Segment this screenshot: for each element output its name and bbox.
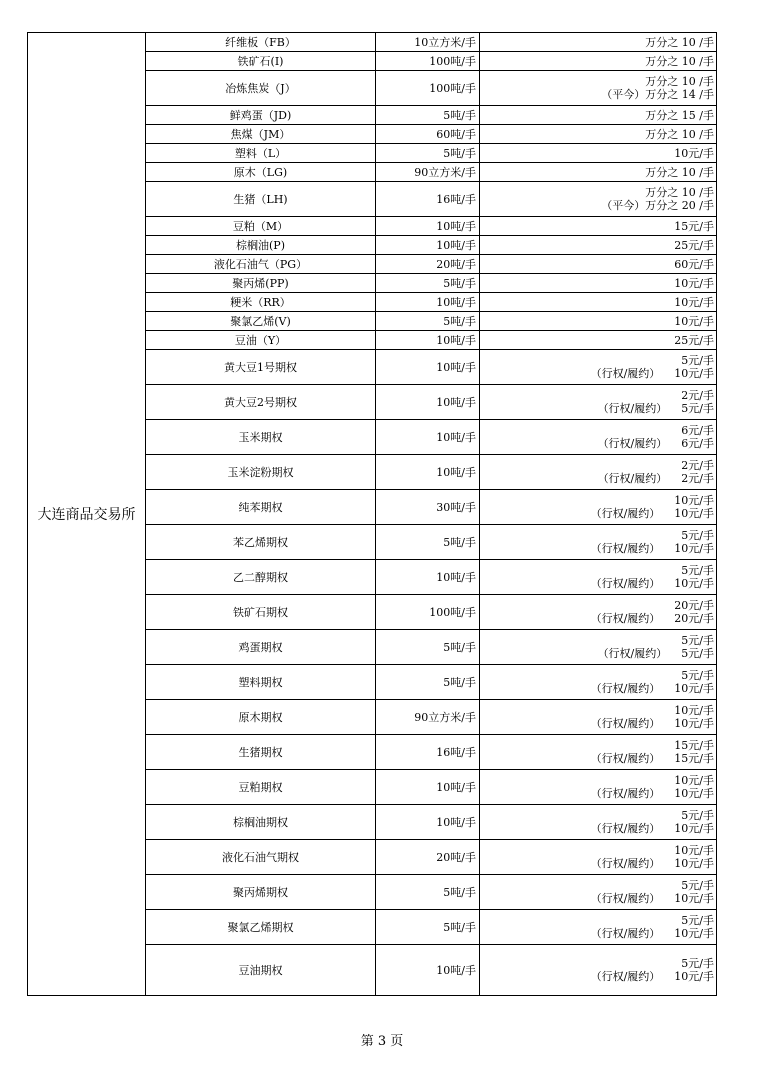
trading-unit-cell: 10吨/手 <box>376 770 480 804</box>
trading-unit-cell: 10立方米/手 <box>376 33 480 51</box>
table-row <box>146 255 716 274</box>
fee-exercise-label: （行权/履约） <box>590 752 661 765</box>
fee-line <box>645 186 714 199</box>
fee-value: 60元/手 <box>674 257 714 271</box>
fee-exercise-label: （行权/履约） <box>590 717 661 730</box>
fee-value: 10元/手 <box>674 314 714 328</box>
trading-unit-cell: 5吨/手 <box>376 274 480 292</box>
trading-unit-cell: 20吨/手 <box>376 840 480 874</box>
fee-value: 10元/手 <box>674 542 714 555</box>
product-name-cell: 豆粕期权 <box>146 770 376 804</box>
fee-line <box>645 75 714 88</box>
table-row <box>146 770 716 805</box>
fee-cell <box>480 455 716 489</box>
product-name-cell: 液化石油气期权 <box>146 840 376 874</box>
fee-cell <box>480 236 716 254</box>
fee-value: 万分之 10 /手 <box>645 54 714 68</box>
exchange-name-cell: 大连商品交易所 <box>28 33 146 995</box>
fee-value: 万分之 10 /手 <box>645 186 714 199</box>
product-name-cell: 豆粕（M） <box>146 217 376 235</box>
table-row <box>146 163 716 182</box>
fee-line <box>598 472 714 485</box>
table-row <box>146 595 716 630</box>
fee-line <box>591 892 714 905</box>
fee-line <box>591 682 714 695</box>
fee-line <box>674 334 714 347</box>
fee-value: 5元/手 <box>681 354 714 367</box>
fee-line <box>591 717 714 730</box>
fee-value: 2元/手 <box>681 459 714 472</box>
fee-value: 10元/手 <box>674 844 714 857</box>
fee-line <box>681 529 714 542</box>
fee-value: 10元/手 <box>674 857 714 870</box>
trading-unit-cell: 10吨/手 <box>376 455 480 489</box>
fee-line <box>681 424 714 437</box>
fee-cell <box>480 163 716 181</box>
trading-unit-cell: 5吨/手 <box>376 910 480 944</box>
fee-line <box>674 739 714 752</box>
product-name-cell: 棕榈油(P) <box>146 236 376 254</box>
fee-value: 10元/手 <box>674 717 714 730</box>
fee-line <box>674 277 714 290</box>
fee-cell <box>480 420 716 454</box>
fee-cell <box>480 71 716 105</box>
product-name-cell: 豆油期权 <box>146 945 376 995</box>
product-name-cell: 棕榈油期权 <box>146 805 376 839</box>
table-row <box>146 840 716 875</box>
product-name-cell: 聚氯乙烯期权 <box>146 910 376 944</box>
fee-line <box>681 809 714 822</box>
product-name-cell: 原木（LG) <box>146 163 376 181</box>
fee-line <box>681 879 714 892</box>
fee-exercise-label: （行权/履约） <box>590 612 661 625</box>
fee-value: 20元/手 <box>674 612 714 625</box>
fee-line <box>591 577 714 590</box>
table-row <box>146 52 716 71</box>
fee-line <box>591 752 714 765</box>
fee-value: 2元/手 <box>681 472 714 485</box>
trading-unit-cell: 10吨/手 <box>376 236 480 254</box>
product-name-cell: 玉米淀粉期权 <box>146 455 376 489</box>
fee-exercise-label: （行权/履约） <box>590 507 661 520</box>
fee-cell <box>480 735 716 769</box>
table-row <box>146 331 716 350</box>
trading-unit-cell: 5吨/手 <box>376 144 480 162</box>
page-number: 第 3 页 <box>360 1034 404 1049</box>
fee-value: 万分之 10 /手 <box>645 127 714 141</box>
fee-value: 万分之 10 /手 <box>645 165 714 179</box>
fee-cell <box>480 255 716 273</box>
fee-line <box>681 459 714 472</box>
fee-exercise-label: （行权/履约） <box>590 927 661 940</box>
trading-unit-cell: 90立方米/手 <box>376 163 480 181</box>
fee-value: 10元/手 <box>674 970 714 983</box>
fee-line <box>591 822 714 835</box>
fee-line <box>645 166 714 179</box>
fee-cell <box>480 385 716 419</box>
fee-line <box>645 109 714 122</box>
trading-unit-cell: 30吨/手 <box>376 490 480 524</box>
fee-cell <box>480 274 716 292</box>
fee-value: 5元/手 <box>681 809 714 822</box>
fee-cell <box>480 665 716 699</box>
trading-unit-cell: 10吨/手 <box>376 420 480 454</box>
table-row <box>146 144 716 163</box>
fee-cell <box>480 805 716 839</box>
fee-cell <box>480 875 716 909</box>
fee-value: 10元/手 <box>674 682 714 695</box>
product-name-cell: 玉米期权 <box>146 420 376 454</box>
fee-exercise-label: （行权/履约） <box>590 857 661 870</box>
table-row <box>146 182 716 217</box>
product-name-cell: 聚丙烯期权 <box>146 875 376 909</box>
fee-cell <box>480 182 716 216</box>
fee-cell <box>480 144 716 162</box>
fee-cell <box>480 331 716 349</box>
table-row <box>146 945 716 995</box>
fee-cell <box>480 525 716 559</box>
fee-line <box>674 704 714 717</box>
trading-unit-cell: 5吨/手 <box>376 312 480 330</box>
fee-line <box>674 315 714 328</box>
trading-unit-cell: 10吨/手 <box>376 350 480 384</box>
product-name-cell: 鲜鸡蛋（JD) <box>146 106 376 124</box>
fee-value: 10元/手 <box>674 704 714 717</box>
fee-exercise-label: （行权/履约） <box>590 542 661 555</box>
trading-unit-cell: 10吨/手 <box>376 945 480 995</box>
trading-unit-cell: 5吨/手 <box>376 525 480 559</box>
fee-line <box>674 258 714 271</box>
fee-line <box>681 564 714 577</box>
fee-line <box>674 494 714 507</box>
fee-cell <box>480 770 716 804</box>
fee-line <box>681 914 714 927</box>
table-row <box>146 525 716 560</box>
fee-cell <box>480 293 716 311</box>
fee-cell <box>480 560 716 594</box>
fee-line <box>674 844 714 857</box>
trading-unit-cell: 100吨/手 <box>376 71 480 105</box>
trading-unit-cell: 5吨/手 <box>376 875 480 909</box>
fee-value: 6元/手 <box>681 437 714 450</box>
product-name-cell: 黄大豆2号期权 <box>146 385 376 419</box>
product-name-cell: 焦煤（JM） <box>146 125 376 143</box>
table-row <box>146 560 716 595</box>
fee-value: 5元/手 <box>681 564 714 577</box>
fee-value: 5元/手 <box>681 879 714 892</box>
fee-value: 15元/手 <box>674 739 714 752</box>
fee-cell <box>480 350 716 384</box>
fee-line <box>681 354 714 367</box>
table-row <box>146 700 716 735</box>
trading-unit-cell: 5吨/手 <box>376 630 480 664</box>
table-row <box>146 665 716 700</box>
fee-line <box>681 957 714 970</box>
fee-value: 2元/手 <box>681 389 714 402</box>
fee-line <box>645 36 714 49</box>
table-row <box>146 385 716 420</box>
table-row <box>146 293 716 312</box>
fee-value: 10元/手 <box>674 927 714 940</box>
fee-value: 10元/手 <box>674 276 714 290</box>
trading-unit-cell: 10吨/手 <box>376 560 480 594</box>
table-row <box>146 350 716 385</box>
fee-cell <box>480 700 716 734</box>
trading-unit-cell: 10吨/手 <box>376 805 480 839</box>
table-row <box>146 735 716 770</box>
product-name-cell: 粳米（RR） <box>146 293 376 311</box>
fee-line <box>681 669 714 682</box>
fee-line <box>681 389 714 402</box>
fee-line <box>591 970 714 983</box>
fee-exercise-label: （行权/履约） <box>590 682 661 695</box>
fee-value: 20元/手 <box>674 599 714 612</box>
fee-value: （平今）万分之 14 /手 <box>601 88 714 101</box>
table-row <box>146 490 716 525</box>
fee-cell <box>480 125 716 143</box>
table-row <box>146 805 716 840</box>
fee-value: 5元/手 <box>681 402 714 415</box>
product-name-cell: 豆油（Y） <box>146 331 376 349</box>
fee-line <box>591 787 714 800</box>
fee-exercise-label: （行权/履约） <box>590 822 661 835</box>
table-row <box>146 33 716 52</box>
table-row <box>146 236 716 255</box>
fee-line <box>674 147 714 160</box>
table-row <box>146 312 716 331</box>
fee-cell <box>480 52 716 70</box>
fee-cell <box>480 217 716 235</box>
table-row <box>146 106 716 125</box>
fee-value: 10元/手 <box>674 774 714 787</box>
trading-unit-cell: 5吨/手 <box>376 106 480 124</box>
trading-unit-cell: 10吨/手 <box>376 293 480 311</box>
fee-value: 万分之 10 /手 <box>645 35 714 49</box>
fee-line <box>674 239 714 252</box>
fee-value: 万分之 10 /手 <box>645 75 714 88</box>
trading-unit-cell: 10吨/手 <box>376 217 480 235</box>
fee-cell <box>480 945 716 995</box>
fee-line <box>591 542 714 555</box>
product-name-cell: 生猪期权 <box>146 735 376 769</box>
fee-line <box>591 367 714 380</box>
fee-line <box>591 927 714 940</box>
fee-exercise-label: （行权/履约） <box>590 787 661 800</box>
product-name-cell: 冶炼焦炭（J） <box>146 71 376 105</box>
fee-cell <box>480 106 716 124</box>
table-row <box>146 420 716 455</box>
fee-value: 10元/手 <box>674 146 714 160</box>
table-row <box>146 630 716 665</box>
fee-value: 5元/手 <box>681 634 714 647</box>
product-name-cell: 黄大豆1号期权 <box>146 350 376 384</box>
product-name-cell: 鸡蛋期权 <box>146 630 376 664</box>
fee-value: 25元/手 <box>674 238 714 252</box>
fee-value: 5元/手 <box>681 914 714 927</box>
product-name-cell: 聚丙烯(PP) <box>146 274 376 292</box>
fee-cell <box>480 910 716 944</box>
fee-value: 10元/手 <box>674 367 714 380</box>
fee-line <box>674 220 714 233</box>
fee-value: （平今）万分之 20 /手 <box>601 199 714 212</box>
trading-unit-cell: 10吨/手 <box>376 331 480 349</box>
fee-exercise-label: （行权/履约） <box>597 647 668 660</box>
fee-line <box>598 647 714 660</box>
fee-value: 5元/手 <box>681 529 714 542</box>
fee-line <box>645 55 714 68</box>
fee-line <box>674 599 714 612</box>
trading-unit-cell: 60吨/手 <box>376 125 480 143</box>
fee-line <box>601 88 714 101</box>
table-row <box>146 274 716 293</box>
fee-exercise-label: （行权/履约） <box>590 577 661 590</box>
fee-value: 10元/手 <box>674 822 714 835</box>
fee-exercise-label: （行权/履约） <box>590 892 661 905</box>
fee-cell <box>480 840 716 874</box>
fee-exercise-label: （行权/履约） <box>590 367 661 380</box>
fee-value: 万分之 15 /手 <box>645 108 714 122</box>
fee-exercise-label: （行权/履约） <box>597 402 668 415</box>
table-row <box>146 910 716 945</box>
fee-line <box>598 437 714 450</box>
fee-value: 10元/手 <box>674 577 714 590</box>
trading-unit-cell: 16吨/手 <box>376 735 480 769</box>
product-name-cell: 液化石油气（PG） <box>146 255 376 273</box>
fee-table <box>27 32 717 996</box>
fee-value: 5元/手 <box>681 957 714 970</box>
fee-value: 15元/手 <box>674 219 714 233</box>
product-name-cell: 铁矿石期权 <box>146 595 376 629</box>
fee-cell <box>480 630 716 664</box>
fee-line <box>681 634 714 647</box>
fee-line <box>591 507 714 520</box>
fee-value: 10元/手 <box>674 892 714 905</box>
product-name-cell: 纤维板（FB） <box>146 33 376 51</box>
fee-value: 6元/手 <box>681 424 714 437</box>
product-name-cell: 苯乙烯期权 <box>146 525 376 559</box>
product-name-cell: 塑料期权 <box>146 665 376 699</box>
fee-line <box>598 402 714 415</box>
table-row <box>146 455 716 490</box>
fee-cell <box>480 490 716 524</box>
fee-value: 5元/手 <box>681 669 714 682</box>
trading-unit-cell: 20吨/手 <box>376 255 480 273</box>
trading-unit-cell: 90立方米/手 <box>376 700 480 734</box>
table-row <box>146 875 716 910</box>
fee-cell <box>480 312 716 330</box>
fee-value: 10元/手 <box>674 295 714 309</box>
product-name-cell: 聚氯乙烯(V) <box>146 312 376 330</box>
trading-unit-cell: 5吨/手 <box>376 665 480 699</box>
fee-line <box>645 128 714 141</box>
product-name-cell: 纯苯期权 <box>146 490 376 524</box>
fee-cell <box>480 595 716 629</box>
fee-line <box>591 857 714 870</box>
fee-exercise-label: （行权/履约） <box>590 970 661 983</box>
product-name-cell: 生猪（LH) <box>146 182 376 216</box>
product-name-cell: 铁矿石(I) <box>146 52 376 70</box>
fee-exercise-label: （行权/履约） <box>597 437 668 450</box>
table-row <box>146 71 716 106</box>
trading-unit-cell: 100吨/手 <box>376 52 480 70</box>
fee-value: 15元/手 <box>674 752 714 765</box>
fee-value: 10元/手 <box>674 507 714 520</box>
table-row <box>146 125 716 144</box>
table-row <box>146 217 716 236</box>
fee-value: 10元/手 <box>674 494 714 507</box>
fee-cell <box>480 33 716 51</box>
fee-line <box>674 296 714 309</box>
product-name-cell: 原木期权 <box>146 700 376 734</box>
fee-line <box>591 612 714 625</box>
trading-unit-cell: 16吨/手 <box>376 182 480 216</box>
trading-unit-cell: 100吨/手 <box>376 595 480 629</box>
fee-line <box>674 774 714 787</box>
fee-exercise-label: （行权/履约） <box>597 472 668 485</box>
fee-value: 5元/手 <box>681 647 714 660</box>
product-name-cell: 塑料（L） <box>146 144 376 162</box>
trading-unit-cell: 10吨/手 <box>376 385 480 419</box>
fee-value: 10元/手 <box>674 787 714 800</box>
fee-value: 25元/手 <box>674 333 714 347</box>
product-name-cell: 乙二醇期权 <box>146 560 376 594</box>
fee-line <box>601 199 714 212</box>
